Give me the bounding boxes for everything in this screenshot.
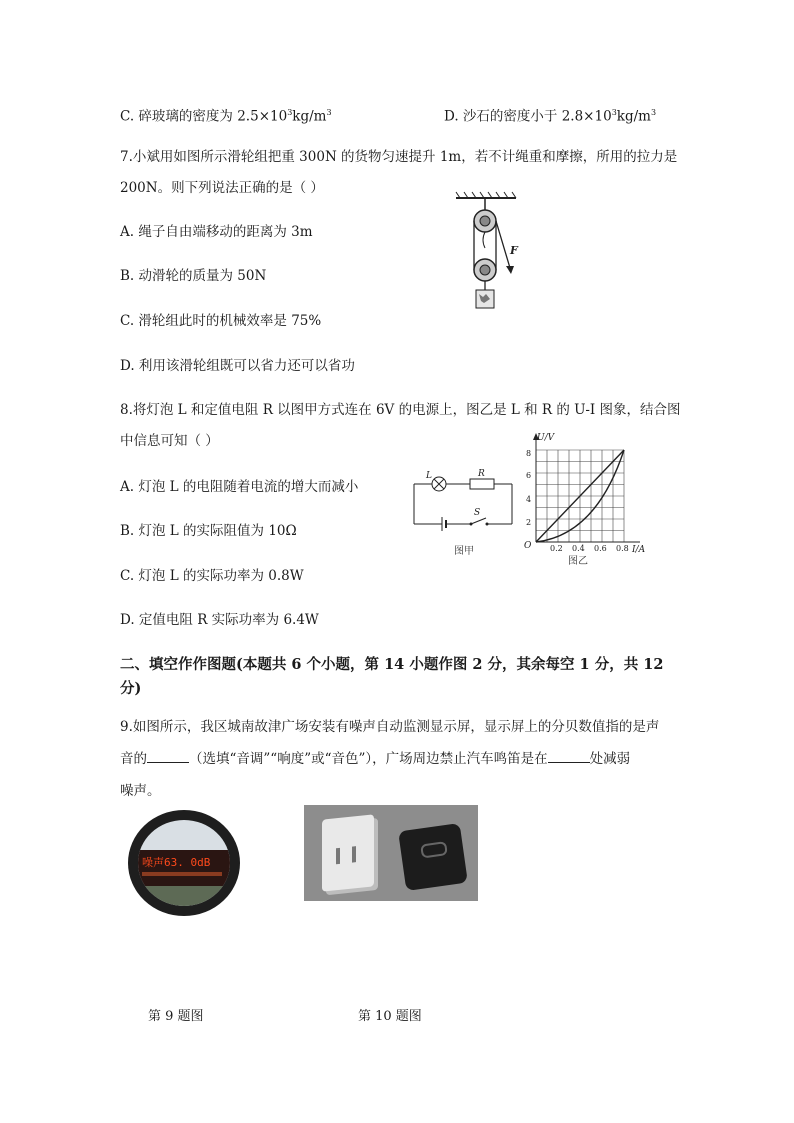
display-panel <box>138 850 230 886</box>
q7-stem-line2: 200N。则下列说法正确的是（ ） <box>120 180 324 196</box>
q7-option-a: A. 绳子自由端移动的距离为 3m <box>120 224 313 240</box>
x-tick: 0.8 <box>616 544 629 553</box>
pulley-figure <box>450 188 540 318</box>
noise-readout: 噪声63. 0dB <box>142 856 211 869</box>
switch-label: S <box>474 508 481 518</box>
y-tick: 8 <box>526 449 532 458</box>
display-subtext <box>142 872 222 876</box>
q7-stem-line1: 7.小斌用如图所示滑轮组把重 300N 的货物匀速提升 1m，若不计绳重和摩擦，所用的拉力是 <box>120 149 678 165</box>
circuit-caption: 图甲 <box>454 546 474 557</box>
origin-label: O <box>524 541 532 551</box>
q7-option-b: B. 动滑轮的质量为 50N <box>120 268 267 284</box>
photo-trees <box>138 886 230 906</box>
q6-option-d: D. 沙石的密度小于 $2.8\times 10^3kg/m^3$ <box>444 108 657 125</box>
q8-stem-line1: 8.将灯泡 L 和定值电阻 R 以图甲方式连在 6V 的电源上，图乙是 L 和 R 的 U-I 图象，结合图 <box>120 402 681 418</box>
black-charger <box>398 823 468 891</box>
q8-option-d: D. 定值电阻 R 实际功率为 6.4W <box>120 612 319 628</box>
y-tick: 4 <box>526 495 532 504</box>
answer-blank-1[interactable] <box>147 750 189 763</box>
charger-photo <box>304 805 478 901</box>
force-label: F <box>510 244 518 257</box>
lamp-label: L <box>426 471 432 481</box>
fig10-caption: 第 10 题图 <box>358 1009 422 1024</box>
y-tick: 2 <box>526 518 532 527</box>
graph-caption: 图乙 <box>568 556 588 567</box>
white-charger <box>322 814 374 891</box>
y-axis-label: U/V <box>537 433 555 443</box>
x-tick: 0.4 <box>572 544 585 553</box>
resistor-label: R <box>478 469 485 479</box>
prong-right <box>352 846 356 862</box>
answer-blank-2[interactable] <box>548 750 590 763</box>
circuit-diagram <box>408 468 528 558</box>
prong-left <box>336 848 340 864</box>
ui-graph <box>516 430 656 570</box>
section2-title-line1: 二、填空作作图题(本题共 6 个小题，第 14 小题作图 2 分，其余每空 1 分，共 12 <box>120 656 664 673</box>
q9-line2: 音的 （选填“音调”“响度”或“音色”），广场周边禁止汽车鸣笛是在 处减弱 <box>120 751 631 767</box>
q6-option-c: C. 碎玻璃的密度为 $2.5\times 10^3kg/m^3$ <box>120 108 332 125</box>
section2-title-line2: 分) <box>120 680 142 697</box>
q8-stem-line2: 中信息可知（ ） <box>120 433 219 449</box>
fig9-caption: 第 9 题图 <box>148 1009 204 1024</box>
noise-display-photo <box>128 810 240 916</box>
y-tick: 6 <box>526 471 532 480</box>
q8-option-c: C. 灯泡 L 的实际功率为 0.8W <box>120 568 304 584</box>
q9-line3: 噪声。 <box>120 783 161 799</box>
q8-option-a: A. 灯泡 L 的电阻随着电流的增大而减小 <box>120 479 359 495</box>
q7-option-c: C. 滑轮组此时的机械效率是 75% <box>120 313 322 329</box>
charger-highlight <box>420 841 448 858</box>
photo-sky <box>138 820 230 906</box>
q8-option-b: B. 灯泡 L 的实际阻值为 10Ω <box>120 523 297 539</box>
x-axis-label: I/A <box>632 545 646 555</box>
q7-option-d: D. 利用该滑轮组既可以省力还可以省功 <box>120 358 355 374</box>
x-tick: 0.6 <box>594 544 607 553</box>
x-tick: 0.2 <box>550 544 563 553</box>
q9-line1: 9.如图所示，我区城南故津广场安装有噪声自动监测显示屏，显示屏上的分贝数值指的是声 <box>120 719 660 735</box>
